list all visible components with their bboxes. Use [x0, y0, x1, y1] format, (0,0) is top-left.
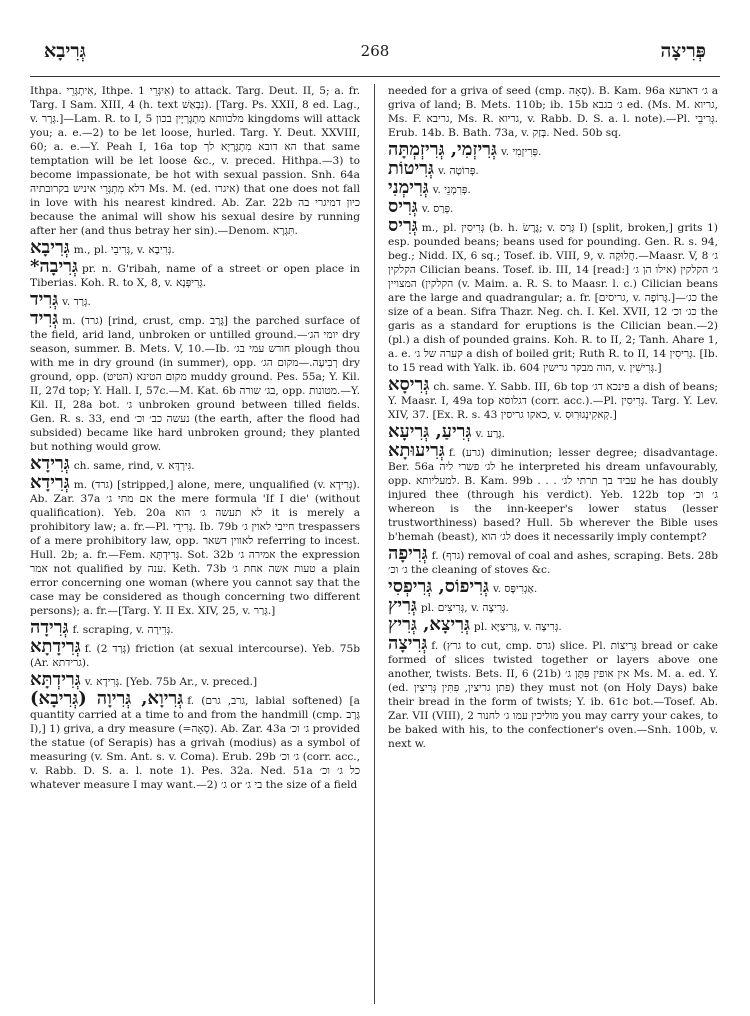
dictionary-entry	[30, 688, 360, 792]
dictionary-entry	[388, 633, 718, 751]
entry-definition: f. (גרץ to cut, cmp. גרס) slice. Pl. גְּרִיצוֹת bread or cake formed of slices twisted together or layers above one another, twists. Bets. II, 6 (21b) אין אופין פִּתָּן ג׳ Ms. M. a. ed. Y. (ed. פתן גריצין, פִּתִּין גְּרִיצִין) they must not (on Holy Days) bake their bread in the form of twists; Y. ib. 61c bot.—Tosef. Ab. Zar. VII (VIII), 2 מוליכין עמו ג׳ לחנור you may carry your cakes, to be baked with his, to the confectioner's oven.—Snh. 100b, v. next w.	[388, 640, 718, 750]
entry-headword: גְּרִיד	[30, 308, 59, 329]
dictionary-entry	[388, 421, 718, 442]
entry-definition: f. (גְּרַד 2) friction (at sexual intercourse). Yeb. 75b (Ar. גרידתא).	[30, 643, 360, 669]
entry-headword: גְּרִידָה	[30, 617, 69, 638]
dictionary-entry	[30, 237, 360, 258]
dictionary-entry	[30, 256, 360, 290]
entry-headword: גְּרִיעַ, גְּרִיעָא	[388, 421, 472, 442]
page-number: 268	[360, 42, 390, 60]
entry-headword: גְּרִיבָא	[30, 237, 70, 258]
entry-headword: גְּרִידָתָא	[30, 636, 81, 657]
entry-definition: needed for a griva of seed (cmp. סְאָה). B. Kam. 96a ג׳ דארעא a griva of land; B. Mets. 110b; ib. 15b ג׳ בגבא ed. (Ms. M. גריוא, Ms. F. גריבא, Ms. R. גריוא, v. Rabb. D. S. a. l. note).—Pl. גְּרִיבֵי. Erub. 14b. B. Bath. 73a, v. בְּזַק. Ned. 50b sq.	[388, 85, 718, 139]
dictionary-entry	[388, 215, 718, 375]
dictionary-entry	[388, 177, 718, 198]
dictionary-entry	[388, 84, 718, 140]
entry-definition: m., pl. גְּרִיבֵי, v. גְּרִיבָא.	[73, 244, 175, 256]
entry-definition: v. פְּרוֹטָה.	[437, 165, 479, 177]
entry-headword: גְּרִידָא	[30, 472, 70, 493]
dictionary-entry	[30, 472, 360, 618]
entry-definition: Ithpa. אִיתְגְּרֵי, Ithpe. אִיגְּרֵי 1) to attack. Targ. Deut. II, 5; a. fr. Targ. I Sam. XIII, 4 (h. text נִבְאַשׁ). [Targ. Ps. XXII, 8 ed. Lag., v. גְּרָר.]—Lam. R. to I, 5 מלכוותא מִתְגָּרְיָין בכון kingdoms will attack you; a. e.—2) to be let loose, hurled. Targ. Y. Deut. XXVIII, 60; a. e.—Y. Peah I, 16a top הא דובא מִתְגָּרְיָא לך that same temptation will be let loose &c., v. preced. Hithpa.—3) to become impassionate, be hot with sexual passion. Snh. 64a דלא מִתְגְּרֵי איניש בקרובתיה Ms. M. (ed. איגרו) that one does not fall in love with his nearest kindred. Ab. Zar. 22b כיון דמיגרי בה because the animal will show his sexual desire by running after her (and thus betray her sin).—Denom. תִּגְרָא.	[30, 85, 360, 237]
entry-definition: v. פְּרִמְנֵי.	[432, 184, 471, 196]
dictionary-entry	[30, 617, 360, 638]
entry-definition: v. גְּרַע.	[475, 428, 506, 440]
dictionary-entry	[388, 614, 718, 635]
entry-headword: גְּרִיס	[388, 196, 418, 217]
entry-definition: pl. גְּרִיצַיָּא, v. גְּרִיצָה.	[473, 621, 562, 633]
entry-headword: גְּרִידָא	[30, 453, 70, 474]
entry-definition: m. (גרד) [rind, crust, cmp. גָּרָב] the parched surface of the field, arid land, unbroken or untilled ground.—יומי הג׳ dry season, summer. B. Mets. V, 10.—Ib. חורש עמי בג׳ plough thou with me in dry ground (in summer), opp. רְבִיעָה.—מקום הג׳ dry ground, opp. מקום הטינא (הטיט) muddy ground. Pes. 55a; Y. Kil. II, 27d top; Y. Hall. I, 57c.—M. Kat. 6b בג׳ שורה, opp. מטונות.—Y. Kil. II, 28a bot. ג׳ unbroken ground between tilled fields. Gen. R. s. 33, end נעשה כב׳ וכ׳ (the earth, after the flood had subsided) became like hard unbroken ground; they planted but nothing would grow.	[30, 315, 360, 453]
entry-definition: pl. גְּרִיצִים, v. גְּרִיצָה.	[420, 602, 509, 614]
dictionary-entry	[30, 453, 360, 474]
entry-definition: pr. n. G'ribah, name of a street or open place in Tiberias. Koh. R. to X, 8, v. גְּרִיפְּנָא.	[30, 263, 360, 289]
dictionary-entry	[30, 289, 360, 310]
entry-definition: f. scraping, v. גְּרִירָה.	[72, 624, 174, 636]
entry-headword: גְּרִיצָא, גְּרִיץ	[388, 614, 470, 635]
entry-headword: גְּרִיץ	[388, 595, 417, 616]
entry-headword: גְּרִידְתָּא	[30, 669, 81, 690]
dictionary-entry	[388, 440, 718, 544]
entry-definition: m., pl. גְּרִיסִין (b. h. גֶּרֶשׂ; v. גְּרַס I) [split, broken,] grits 1) esp. pounded beans; beans used for pounding. Gen. R. s. 94, beg.; Nidd. IX, 6 sq.; Tosef. ib. VIII, 9, v. חֲלוּקָה.—Maasr. V, 8 ג׳ הקלקין Cilician beans. Tosef. ib. III, 14 [read:] ג׳ הקלקין (אילו הן ג׳ הקלקין) המצויין (v. Maim. a. R. S. to Maasr. l. c.) Cilician beans are the large and quadrangular; a. fr. [גריסים, v. גְּרוֹפָה.]—כג׳ the size of a bean. Sifra Thazr. Neg. ch. I. Kel. XVII, 12 כג׳ וכ׳ the garis as a standard for eruptions is the Cilician bean.—2) (pl.) a dish of pounded grains. Koh. R. to II, 2; Tanh. Ahare 1, a. e. קערה של ג׳ a dish of boiled grit; Ruth R. to II, 14 גְּרִיסִין. [Ib. to 15 read with Yalk. ib. 604 הוה מבקר גרישין, v. גְּרִישִׁין.]	[388, 222, 718, 374]
entry-definition: f. (גרב, גרם, labial softened) [a quantity carried at a time to and from the handmill (cmp. גָּרָב I),] 1) griva, a dry measure (=סְאָה). Ab. Zar. 43a ג׳ וכ׳ provided the statue (of Serapis) has a grivah (modius) as a symbol of measuring (v. Sm. Ant. s. v. Coma). Erub. 29b ג׳ וכ׳ (corr. acc., v. Rabb. D. S. a. l. note 1). Pes. 32a. Ned. 51a כל ג׳ וכ׳ whatever measure I may want.—2) ג׳ or בי ג׳ the size of a field	[30, 695, 360, 791]
left-column	[30, 84, 360, 1004]
right-column	[388, 84, 718, 1004]
entry-headword: גְּרִיס	[388, 215, 418, 236]
entry-headword: גְּרִיסָא	[388, 374, 430, 395]
dictionary-entry	[388, 196, 718, 217]
entry-definition: v. פְּרִיזְמִי.	[500, 146, 542, 158]
running-head-left: גְּרִיבָא	[44, 40, 86, 62]
dictionary-entry	[388, 576, 718, 597]
dictionary-entry	[388, 374, 718, 422]
entry-definition: v. גְּרִידָא. [Yeb. 75b Ar., v. preced.]	[84, 676, 258, 688]
entry-definition: ch. same. Y. Sabb. III, 6b top פינכא דג׳ a dish of beans; Y. Maasr. I, 49a top דגלוסא (corr. acc.).—Pl. גְּרִיסִין. Targ. Y. Lev. XIV, 37. [Ex. R. s. 43 כאקו גריסין, v. קְאקִינְגוּרִוּסִ.]	[388, 381, 718, 421]
entry-definition: v. גְּרַד.	[62, 296, 91, 308]
entry-headword: גְּרִימְנִי	[388, 177, 429, 198]
page-header	[30, 40, 720, 68]
entry-definition: v. אַגְרִיפָּס.	[492, 583, 538, 595]
dictionary-entry	[388, 158, 718, 179]
entry-headword: גְּרִיוָא, גְּרִיוָה (גְּרִיבָא)	[30, 688, 184, 709]
column-divider	[374, 84, 375, 1004]
entry-definition: v. פְּרַס.	[421, 203, 454, 215]
dictionary-entry	[388, 595, 718, 616]
dictionary-entry	[30, 636, 360, 670]
entry-headword: גְּרִיעוּתָא	[388, 440, 445, 461]
entry-headword: גְּרִיטוֹת	[388, 158, 434, 179]
dictionary-entry	[388, 543, 718, 577]
entry-headword: *גְּרִיבָה	[30, 256, 78, 277]
header-rule	[30, 76, 720, 77]
dictionary-entry	[388, 139, 718, 160]
entry-headword: גְּרִיצָה	[388, 633, 428, 654]
entry-headword: גְּרִיזְמִי, גְּרִיזְמְתָּה	[388, 139, 497, 160]
dictionary-entry	[30, 84, 360, 238]
running-head-right: פְּרִיצָה	[660, 40, 706, 62]
dictionary-entry	[30, 308, 360, 454]
entry-definition: ch. same, rind, v. גִּירְדָּא.	[73, 460, 195, 472]
entry-headword: גְּרִיפוֹס, גְּרִיפְסִי	[388, 576, 489, 597]
entry-definition: m. (גרד) [stripped,] alone, mere, unqualified (v. גְּרִידָא). Ab. Zar. 37a אם מתי ג׳ the mere formula 'If I die' (without qualification). Yeb. 20a לא תעשה ג׳ הוא it is merely a prohibitory law; a. fr.—Pl. גְּרִידֵי. Ib. 79b חייבי לאוין ג׳ trespassers of a mere prohibitory law, opp. לאווין דשאר referring to incest. Hull. 2b; a. fr.—Fem. גְּרִידְתָּא. Sot. 32b אמירה ג׳ the expression אמר not qualified by ענה. Keth. 73b טעות אשה אחת ג׳ a plain error concerning one woman (where you cannot say that the case may be considered as though concerning two different persons); a. fr.—[Targ. Y. II Ex. XIV, 25, v. גְּרַר.]	[30, 479, 360, 617]
entry-headword: גְּרִיד	[30, 289, 59, 310]
entry-headword: גְּרִיפָה	[388, 543, 428, 564]
dictionary-entry	[30, 669, 360, 690]
entry-definition: f. (גרע) diminution; lesser degree; disadvantage. Ber. 56a לג׳ פשרי ליה he interpreted his dream unfavourably, opp. למעליותא. B. Kam. 99b . . . עביד בך תרתי לג׳ he has doubly injured thee (through his verdict). Yeb. 122b top ג׳ וכ׳ whereon is the inn-keeper's lower status (lesser trustworthiness) based? Hull. 5b wherever the Bible uses b'hemah (beast), לג׳ הוא does it necessarily imply contempt?	[388, 447, 718, 543]
entry-definition: f. (גרף) removal of coal and ashes, scraping. Bets. 28b ג׳ וכ׳ the cleaning of stoves &c.	[388, 550, 718, 576]
